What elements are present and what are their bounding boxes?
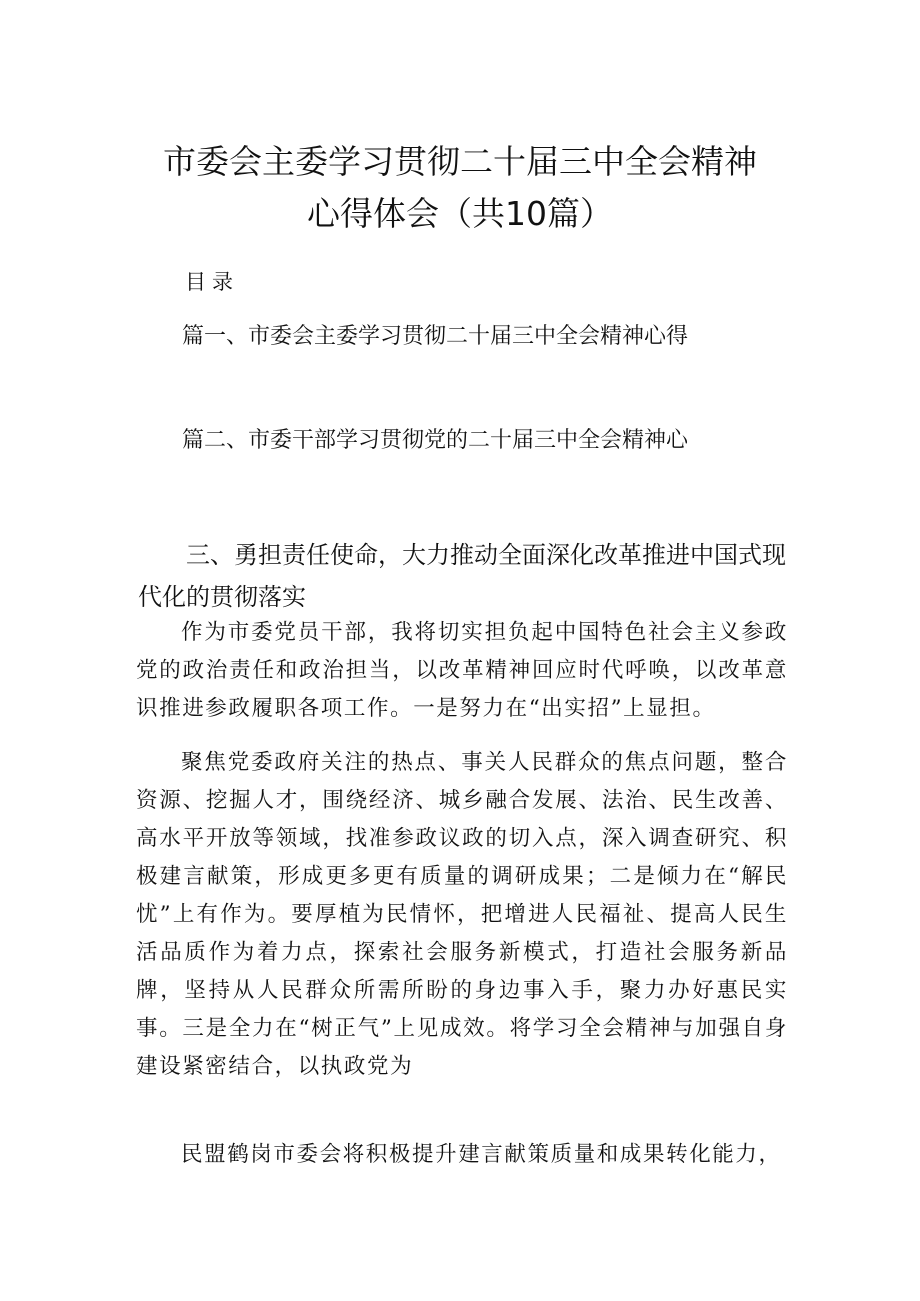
section-heading: 三、勇担责任使命，大力推动全面深化改革推进中国式现代化的贯彻落实 [138,541,786,611]
document-title-line-1: 市委会主委学习贯彻二十届三中全会精神 [163,142,757,181]
toc-item-1: 篇一、市委会主委学习贯彻二十届三中全会精神心得 [182,324,689,349]
body-paragraph-3: 民盟鹤岗市委会将积极提升建言献策质量和成果转化能力， [181,1142,782,1167]
document-title-line-2: 心得体会（共10篇） [307,194,613,233]
body-paragraph-1: 作为市委党员干部，我将切实担负起中国特色社会主义参政党的政治责任和政治担当，以改革精神回应时代呼唤，以改革意识推进参政履职各项工作。一是努力在“出实招”上显担。 [136,620,788,721]
body-paragraph-2: 聚焦党委政府关注的热点、事关人民群众的焦点问题，整合资源、挖掘人才，围绕经济、城乡融合发展、法治、民生改善、高水平开放等领域，找准参政议政的切入点，深入调查研究、积极建言献策，形成更多更有质量的调研成果；二是倾力在“解民忧”上有作为。要厚植为民情怀，把增进人民福祉、提高人民生活品质作为着力点，探索社会服务新模式，打造社会服务新品牌，坚持从人民群众所需所盼的身边事入手，聚力办好惠民实事。三是全力在“树正气”上见成效。将学习全会精神与加强自身建设紧密结合，以执政党为 [136,750,788,1079]
toc-label: 目录 [185,270,239,294]
toc-item-2: 篇二、市委干部学习贯彻党的二十届三中全会精神心 [182,428,689,453]
